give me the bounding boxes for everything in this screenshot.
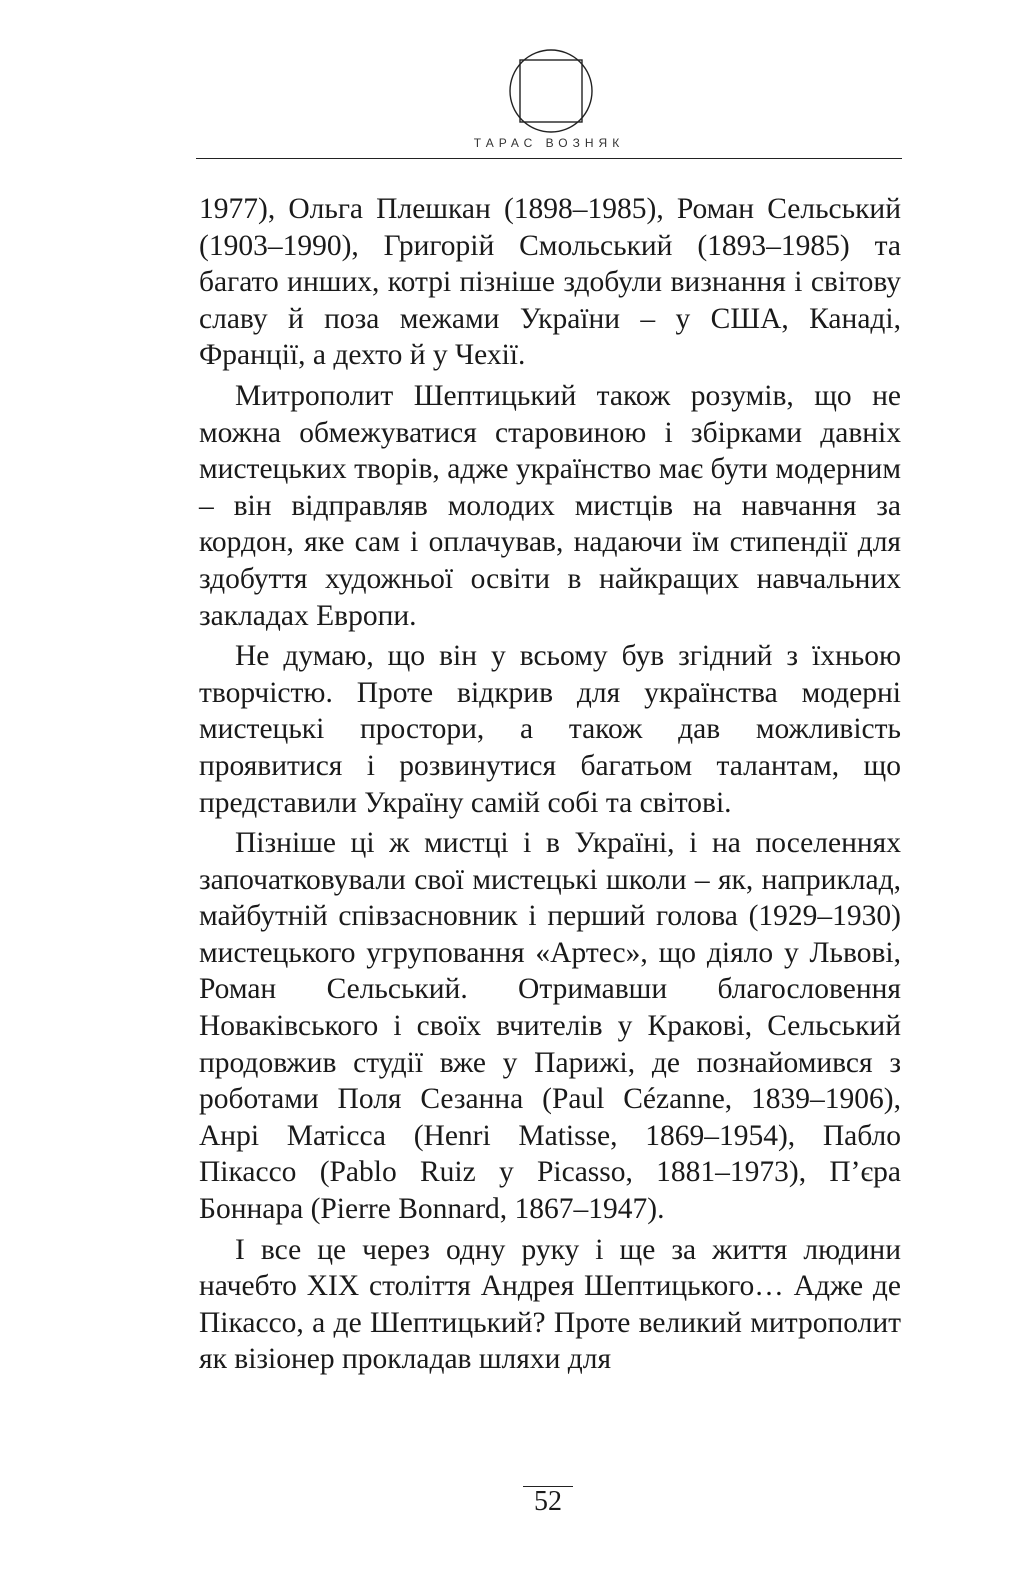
paragraph: Не думаю, що він у всьому був згідний з їхньою творчістю. Проте відкрив для українства модерні мистецькі простори, а також дав можливість проявитися і розвинутися багатьом талантам, що представили Україну самій собі та світові. bbox=[199, 640, 901, 819]
circle-square-logo-icon bbox=[508, 48, 594, 134]
body-text bbox=[199, 191, 901, 1382]
header-rule bbox=[196, 158, 902, 159]
paragraph: Митрополит Шептицький також розумів, що не можна обмежуватися старовиною і збірками давніх мистецьких творів, адже українство має бути модерним – він відправляв молодих мистців на навчання за кордон, яке сам і оплачував, надаючи їм стипендії для здобуття художньої освіти в найкращих навчальних закладах Европи. bbox=[199, 379, 901, 632]
paragraph: 1977), Ольга Плешкан (1898–1985), Роман Сельський (1903–1990), Григорій Смольський (1893–1985) та багато инших, котрі пізніше здобули визнання і світову славу й поза межами України – у США, Канаді, Франції, а дехто й у Чехії. bbox=[199, 193, 901, 372]
running-head: ТАРАС ВОЗНЯК bbox=[473, 136, 625, 150]
paragraph: Пізніше ці ж мистці і в Україні, і на поселеннях започатковували свої мистецькі школи – як, наприклад, майбутній співзасновник і перший голова (1929–1930) мистецького угруповання «Артес», що діяло у Львові, Роман Сельський. Отримавши благословення Новаківського і своїх вчителів у Кракові, Сельський продовжив студії вже у Парижі, де познайомився з роботами Поля Сезанна (Paul Cézanne, 1839–1906), Анрі Матісса (Henri Matisse, 1869–1954), Пабло Пікассо (Pablo Ruiz y Picasso, 1881–1973), П’єра Боннара (Pierre Bonnard, 1867–1947). bbox=[199, 827, 901, 1226]
page-number: 52 bbox=[534, 1486, 562, 1517]
paragraph: І все це через одну руку і ще за життя людини начебто XIX століття Андрея Шептицького… Адже де Пікассо, а де Шептицький? Проте великий митрополит як візіонер прокладав шляхи для bbox=[199, 1233, 901, 1376]
